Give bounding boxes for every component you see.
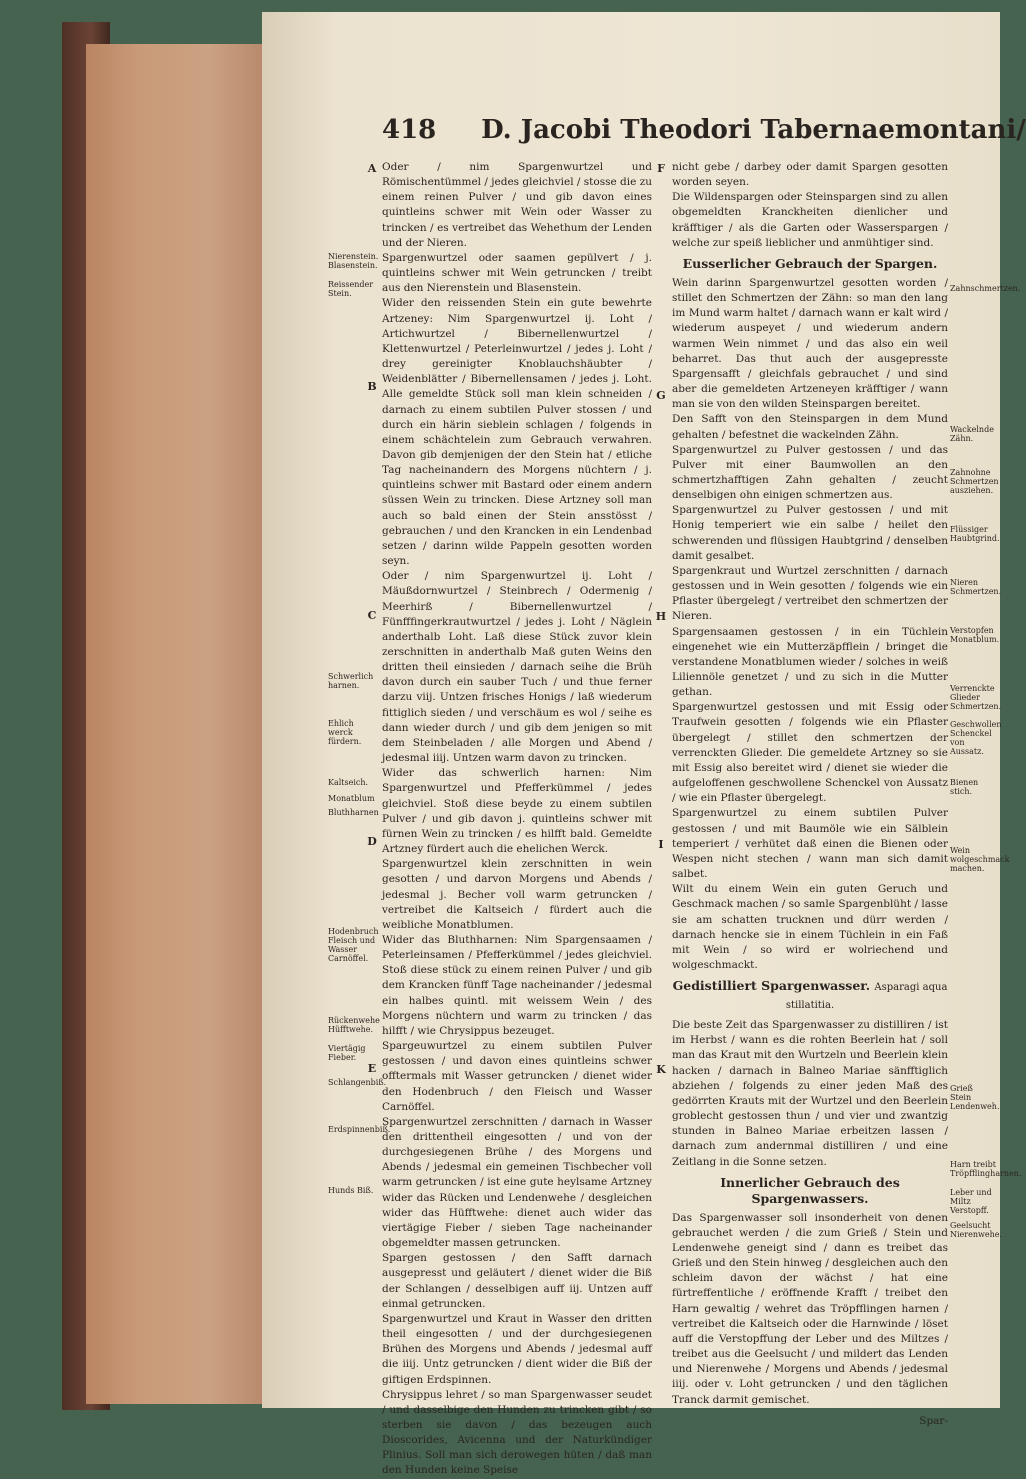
paragraph: Wilt du einem Wein ein guten Geruch und Geschmack machen / so samle Spargenblüht / lasse sie am schatten trucknen und dürr werden / darnach hencke sie in einem Tüchlein in ein Faß mit Wein / so wird er wolriechend und wolgeschmackt.	[672, 883, 948, 971]
section-letter-c: C	[367, 609, 377, 622]
margin-note: Nieren Schmertzen.	[950, 578, 1002, 596]
paragraph: Das Spargenwasser soll insonderheit von denen gebrauchet werden / die zum Grieß / Stein und Lendenwehe geneigt sind / dann es treibet das Grieß und den Stein hinweg / desgleichen auch den schleim davon der wächst / hat eine fürtreffentliche / eröffnende Krafft / treibet den Harn gewaltig / wehret das Tröpfflingen harnen / vertreibet die Kaltseich oder die Harnwinde / löset auff die Verstopffung der Leber und des Miltzes / treibet aus die Geelsucht / und mildert das Lenden und Nierenwehe / Morgens und Abends / jedesmal iiij. oder v. Loht getruncken / und den täglichen Tranck darmit gemischet.	[672, 1211, 948, 1406]
paragraph: Oder / nim Spargenwurtzel und Römischentümmel / jedes gleichviel / stosse die zu einem reinen Pulver / und gib davon eines quintleins schwer mit Wein oder Wasser zu trincken / es vertreibet das Wehethum der Lenden und der Nieren.	[382, 161, 652, 249]
heading-distilled-german: Gedistilliert Spargenwasser.	[672, 978, 871, 994]
margin-note: Schlangenbiß.	[328, 1078, 387, 1087]
section-letter-h: H	[655, 610, 667, 623]
margin-note: Rückenwehe Hüfftwehe.	[328, 1016, 380, 1034]
section-heading-distilled	[672, 978, 948, 1014]
paragraph: Wider den reissenden Stein ein gute bewehrte Artzeney: Nim Spargenwurtzel ij. Loht / Artichwurtzel / Bibernellenwurtzel / Klettenwurtzel / Peterleinwurtzel / jedes j. Loht / drey gereinigter Knoblauchshäubter / Weidenblätter / Bibernellensamen / jedes j. Loht. Alle gemeldte Stück soll man klein schneiden / darnach zu einem subtilen Pulver stossen / und durch ein härin sieblein schlagen / folgends in einem schächtelein zum Gebrauch verwahren. Davon gib demjenigen der den Stein hat / etliche Tag nacheinandern des Morgens nüchtern / j. quintleins schwer mit Bastard oder einem andern süssen Wein zu trincken. Diese Artzney soll man auch so bald einen der Stein ansstösst / gebrauchen / und den Krancken in ein Lendenbad setzen / darinn wilde Pappeln gesotten worden seyn.	[382, 297, 652, 568]
paragraph: Wein darinn Spargenwurtzel gesotten worden / stillet den Schmertzen der Zähn: so man den lang im Mund warm haltet / darnach wann er kalt wird / wiederum auspeyet / und wiederum andern warmen Wein nimmet / und das also ein weil beharret. Das thut auch der ausgepresste Spargensafft / gleichfals gebrauchet / und sind aber die gemeldeten Artzeneyen kräfftiger / wann man sie von den wilden Steinspargen bereitet.	[672, 276, 948, 411]
heading-distilled-latin: Asparagi aqua stillatitia.	[785, 982, 948, 1012]
paragraph: Spargensaamen gestossen / in ein Tüchlein eingenehet wie ein Mutterzäpfflein / bringet die verstandene Monatblumen wieder / solches in weiß Liliennöle genetzet / und zu sich in die Mutter gethan.	[672, 625, 948, 699]
margin-note: Geelsucht Nierenwehe.	[950, 1221, 1003, 1239]
margin-note: Reissender Stein.	[328, 280, 374, 298]
paragraph: Spargenwurtzel zerschnitten / darnach in Wasser den drittentheil eingesotten / und von der durchgesiegenen Brühe / des Morgens und Abends / jedesmal ein gemeinen Tischbecher voll warm getruncken / ist eine gute heylsame Artzney wider das Rücken und Lendenwehe / desgleichen wider das Hüfftwehe: dienet auch wider das viertägige Fieber / sieben Tage nacheinander obgemeldter massen getruncken.	[382, 1115, 652, 1250]
section-letter-f: F	[657, 162, 665, 175]
paragraph: Spargenwurtzel zu Pulver gestossen / und mit Honig temperiert wie ein salbe / heilet den schwerenden und flüssigen Haubtgrind / denselben damit gesalbet.	[672, 504, 948, 562]
paragraph: nicht gebe / darbey oder damit Spargen gesotten worden seyen.	[672, 161, 948, 189]
margin-note: Flüssiger Haubtgrind.	[950, 525, 1000, 543]
paragraph: Spargeuwurtzel zu einem subtilen Pulver gestossen / und davon eines quintleins schwer offtermals mit Wasser getruncken / dienet wider den Hodenbruch / den Fleisch und Wasser Carnöffel.	[382, 1040, 652, 1113]
page-number: 418	[382, 115, 437, 145]
margin-note: Wackelnde Zähn.	[950, 425, 994, 443]
section-heading-internal-use: Innerlicher Gebrauch des Spargenwassers.	[720, 1174, 900, 1206]
margin-note: Schwerlich harnen.	[328, 672, 374, 690]
page-edges	[86, 44, 262, 1404]
margin-note: Leber und Miltz Verstopff.	[950, 1188, 992, 1215]
paragraph: Wider das schwerlich harnen: Nim Spargenwurtzel und Pfefferkümmel / jedes gleichviel. Stoß diese beyde zu einem subtilen Pulver / und gib davon j. quintleins schwer mit fürnen Wein zu trincken / es hilfft bald. Gemeldte Artzney fürdert auch die ehelichen Werck.	[382, 767, 652, 856]
book-page	[262, 12, 1026, 1477]
margin-note: Nierenstein. Blasenstein.	[328, 252, 379, 270]
margin-note: Bluthharnen	[328, 808, 379, 817]
paragraph: Die Wildenspargen oder Steinspargen sind zu allen obgemeldten Kranckheiten dienlicher und kräfftiger / als die Garten oder Wasserspargen / welche zur speiß lieblicher und anmühtiger sind.	[672, 191, 948, 249]
paragraph: Spargenwurtzel zu einem subtilen Pulver gestossen / und mit Baumöle wie ein Sälblein temperiert / verhütet daß einen die Bienen oder Wespen nicht stechen / wann man sich damit salbet.	[672, 807, 948, 881]
section-heading-external-use: Eusserlicher Gebrauch der Spargen.	[682, 255, 938, 271]
margin-note: Harn treibt Tröpfflingharnen.	[950, 1160, 1022, 1178]
paragraph: Spargenwurtzel klein zerschnitten in wein gesotten / und darvon Morgens und Abends / jedesmal j. Becher voll warm getruncken / vertreibet die Kaltseich / fürdert auch die weibliche Monatblumen.	[382, 858, 652, 931]
margin-note: Verstopfen Monatblum.	[950, 626, 1000, 644]
section-letter-d: D	[367, 835, 377, 848]
margin-note: Wein wolgeschmack machen.	[950, 846, 1010, 873]
margin-note: Bienen stich.	[950, 778, 979, 796]
paragraph: Oder / nim Spargenwurtzel ij. Loht / Mäußdornwurtzel / Steinbrech / Odermenig / Meerhirß / Bibernellenwurtzel / Fünfffingerkrautwurtzel / jedes j. Loht / Näglein anderthalb Loht. Laß diese Stück zuvor klein zerschnitten in anderthalb Maß guten Weins den dritten theil einsieden / darnach seihe die Brüh davon durch ein sauber Tuch / und thue ferner darzu viij. Untzen frisches Honigs / laß wiederum fittiglich sieden / und verschäum es wol / seihe es dann wieder durch / und gib dem jenigen so mit dem Steinbeladen / alle Morgen und Abend / jedesmal iiij. Untzen warm davon zu trincken.	[382, 570, 652, 765]
margin-note: Hunds Biß.	[328, 1186, 374, 1195]
margin-note: Grieß Stein Lendenweh.	[950, 1084, 1000, 1111]
margin-note: Zahnohne Schmertzen ausziehen.	[950, 468, 999, 495]
margin-note: Kaltseich.	[328, 778, 369, 787]
left-column	[382, 160, 652, 1477]
section-letter-a: A	[367, 162, 377, 175]
paragraph: Spargenwurtzel und Kraut in Wasser den dritten theil eingesotten / und der durchgesiegenen Brühen des Morgens und Abends / jedesmal auff die iiij. Untz getruncken / dient wider die Biß der giftigen Erdspinnen.	[382, 1312, 652, 1386]
paragraph: Den Safft von den Steinspargen in dem Mund gehalten / befestnet die wackelnden Zähn.	[672, 413, 948, 441]
paragraph: Wider das Bluthharnen: Nim Spargensaamen / Peterleinsamen / Pfefferkümmel / jedes gleichviel. Stoß diese stück zu einem reinen Pulver / und gib dem Krancken fünff Tage nacheinander / jedesmal ein halbes quintl. mit weissem Wein / des Morgens nüchtern und warm zu trincken / das hilfft / wie Chrysippus bezeuget.	[382, 933, 652, 1037]
section-letter-b: B	[367, 380, 377, 393]
margin-note: Zahnschmertzen.	[950, 284, 1021, 293]
margin-note: Verrenckte Glieder Schmertzen.	[950, 684, 1002, 711]
catchword: Spar-	[919, 1414, 948, 1427]
margin-note: Monatblum	[328, 794, 375, 803]
section-letter-e: E	[367, 1062, 377, 1075]
paragraph: Die beste Zeit das Spargenwasser zu distilliren / ist im Herbst / wann es die rohten Beerlein hat / soll man das Kraut mit den Wurtzeln und Beerlein klein hacken / darnach in Balneo Mariae sänfftiglich abziehen / folgends zu einer jeden Maß des gedörrten Krauts mit der Wurtzel und den Beerlein groblecht gestossen thun / und vier und zwantzig stunden in Balneo Mariae erbeitzen lassen / darnach zum andernmal distilliren / und eine Zeitlang in die Sonne setzen.	[672, 1019, 948, 1168]
paragraph: Spargen gestossen / den Safft darnach ausgepresst und geläutert / dienet wider die Biß der Schlangen / desselbigen auff iij. Untzen auff einmal getruncken.	[382, 1252, 652, 1310]
running-title: D. Jacobi Theodori Tabernaemontani/	[481, 115, 1026, 145]
section-letter-k: K	[656, 1063, 666, 1076]
margin-note: Ehlich werck fürdern.	[328, 719, 362, 746]
paragraph: Spargenkraut und Wurtzel zerschnitten / darnach gestossen und in Wein gesotten / folgends wie ein Pflaster übergelegt / vertreibet den schmertzen der Nieren.	[672, 564, 948, 623]
section-letter-i: I	[658, 838, 664, 851]
margin-note: Erdspinnenbiß.	[328, 1125, 391, 1134]
right-column	[672, 160, 948, 1427]
paragraph: Spargenwurtzel zu Pulver gestossen / und das Pulver mit einer Baumwollen an den schmertzhafftigen Zahn gehalten / zeucht denselbigen ohn einigen schmertzen aus.	[672, 443, 948, 502]
paragraph: Spargenwurtzel gestossen und mit Essig oder Traufwein gesotten / folgends wie ein Pflaster übergelegt / stillet den schmertzen der verrenckten Glieder. Die gemeldete Artzney so sie mit Essig also bereitet wird / dienet sie wieder die aufgeloffenen geschwollene Schenckel von Aussatz / wie ein Pflaster übergelegt.	[672, 701, 948, 805]
section-letter-g: G	[656, 389, 666, 402]
page-header	[382, 115, 1026, 155]
paragraph: Chrysippus lehret / so man Spargenwasser seudet / und dasselbige den Hunden zu trincken gibt / so sterben sie davon / das bezeugen auch Dioscorides, Avicenna und der Naturkündiger Plinius. Soll man sich derowegen hüten / daß man den Hunden keine Speise	[382, 1388, 652, 1477]
paragraph: Spargenwurtzel oder saamen gepülvert / j. quintleins schwer mit Wein getruncken / treibt aus den Nierenstein und Blasenstein.	[382, 251, 652, 295]
margin-note: Geschwollen Schenckel von Aussatz.	[950, 720, 1002, 756]
margin-note: Viertägig Fieber.	[328, 1044, 366, 1062]
margin-note: Hodenbruch Fleisch und Wasser Carnöffel.	[328, 927, 379, 963]
